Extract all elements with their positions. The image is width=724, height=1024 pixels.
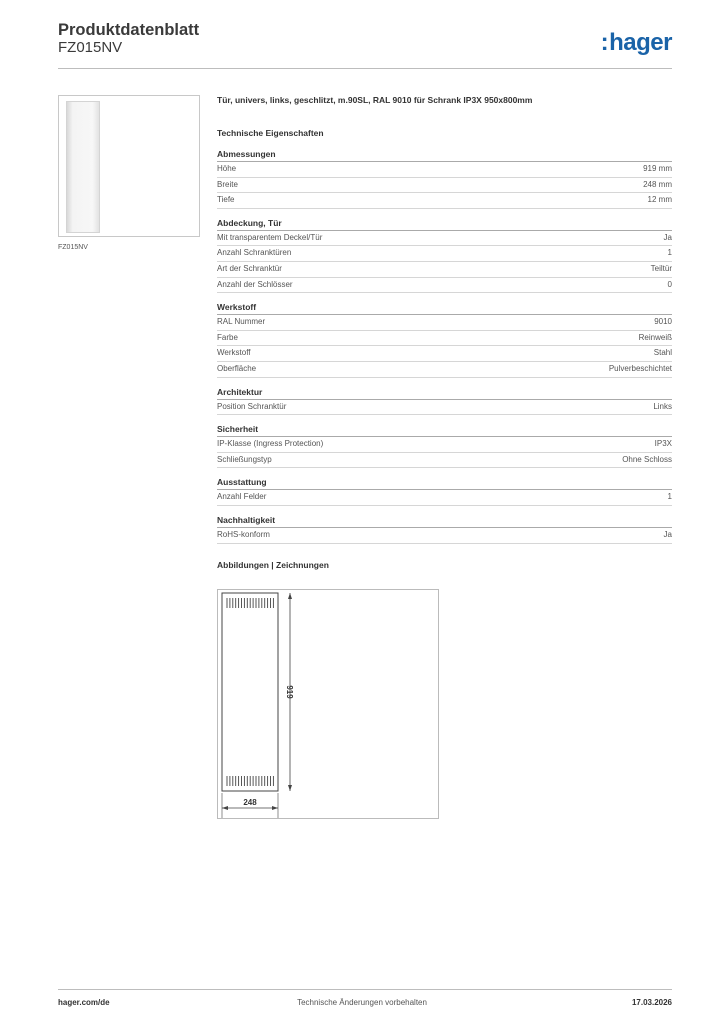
- spec-label: Schließungstyp: [217, 454, 272, 464]
- spec-row: [217, 331, 672, 347]
- spec-section: [217, 218, 672, 293]
- drawing-svg: [218, 590, 438, 818]
- spec-sections: [217, 149, 672, 544]
- footer-date: 17.03.2026: [631, 998, 672, 1007]
- spec-label: Tiefe: [217, 195, 235, 205]
- spec-label: Anzahl der Schlösser: [217, 279, 293, 289]
- spec-row: [217, 193, 672, 209]
- section-title: Ausstattung: [217, 477, 672, 490]
- spec-value: Teiltür: [650, 263, 672, 273]
- product-description: Tür, univers, links, geschlitzt, m.90SL, RAL 9010 für Schrank IP3X 950x800mm: [217, 95, 533, 105]
- width-arrow-right: [272, 806, 278, 810]
- spec-value: 1: [667, 248, 672, 258]
- spec-row: [217, 346, 672, 362]
- width-label: 248: [243, 798, 257, 807]
- logo-text: hager: [609, 29, 672, 56]
- spec-label: Breite: [217, 179, 238, 189]
- section-title: Abmessungen: [217, 149, 672, 162]
- spec-label: Mit transparentem Deckel/Tür: [217, 232, 323, 242]
- spec-row: [217, 490, 672, 506]
- spec-label: Position Schranktür: [217, 401, 287, 411]
- spec-row: [217, 362, 672, 378]
- spec-label: Anzahl Felder: [217, 492, 267, 502]
- header-divider: [58, 68, 672, 69]
- section-title: Sicherheit: [217, 424, 672, 437]
- footer-disclaimer: Technische Änderungen vorbehalten: [297, 998, 427, 1007]
- spec-row: [217, 231, 672, 247]
- spec-value: 1: [667, 492, 672, 502]
- figures-heading: Abbildungen | Zeichnungen: [217, 559, 329, 570]
- vent-slots-bottom: [227, 776, 273, 786]
- tech-properties-heading: Technische Eigenschaften: [217, 128, 324, 138]
- height-label: 919: [285, 685, 294, 699]
- footer-divider: [58, 989, 672, 990]
- door-outline: [222, 593, 278, 791]
- spec-label: IP-Klasse (Ingress Protection): [217, 439, 324, 449]
- product-image-caption: FZ015NV: [58, 244, 88, 251]
- spec-section: [217, 387, 672, 416]
- spec-label: Höhe: [217, 164, 237, 173]
- spec-label: RoHS-konform: [217, 529, 270, 539]
- spec-value: Pulverbeschichtet: [608, 363, 672, 373]
- vent-slots-top: [227, 598, 273, 608]
- spec-value: 919 mm: [643, 164, 672, 173]
- spec-value: 248 mm: [643, 179, 672, 189]
- spec-label: RAL Nummer: [217, 317, 266, 327]
- technical-drawing: [217, 589, 439, 819]
- article-number: FZ015NV: [58, 39, 123, 56]
- door-image: [66, 101, 100, 233]
- spec-label: Art der Schranktür: [217, 263, 282, 273]
- spec-value: Stahl: [653, 348, 672, 358]
- page-title: Produktdatenblatt: [58, 21, 200, 39]
- spec-value: Ja: [663, 232, 672, 242]
- spec-value: Reinweiß: [638, 332, 672, 342]
- section-title: Werkstoff: [217, 302, 672, 315]
- spec-section: [217, 424, 672, 468]
- height-arrow-top: [288, 593, 292, 599]
- spec-row: [217, 400, 672, 416]
- spec-value: Ohne Schloss: [622, 454, 672, 464]
- spec-value: 12 mm: [647, 195, 672, 205]
- spec-value: IP3X: [654, 439, 672, 449]
- section-title: Architektur: [217, 387, 672, 400]
- spec-section: [217, 477, 672, 506]
- spec-label: Werkstoff: [217, 348, 251, 358]
- section-title: Nachhaltigkeit: [217, 515, 672, 528]
- spec-value: 9010: [654, 317, 672, 327]
- width-arrow-left: [222, 806, 228, 810]
- spec-row: [217, 315, 672, 331]
- footer-website: hager.com/de: [58, 998, 110, 1007]
- spec-section: [217, 302, 672, 377]
- spec-row: [217, 178, 672, 194]
- spec-value: 0: [667, 279, 672, 289]
- spec-label: Oberfläche: [217, 363, 257, 373]
- spec-value: Ja: [663, 529, 672, 539]
- spec-row: [217, 528, 672, 544]
- spec-row: [217, 437, 672, 453]
- spec-row: [217, 453, 672, 469]
- hager-logo: :hager: [600, 29, 672, 56]
- spec-row: [217, 162, 672, 178]
- spec-row: [217, 278, 672, 294]
- spec-value: Links: [653, 401, 672, 411]
- spec-row: [217, 246, 672, 262]
- spec-section: [217, 149, 672, 209]
- spec-row: [217, 262, 672, 278]
- section-title: Abdeckung, Tür: [217, 218, 672, 231]
- product-image: [58, 95, 200, 237]
- spec-label: Anzahl Schranktüren: [217, 248, 292, 258]
- height-arrow-bottom: [288, 785, 292, 791]
- spec-content: [217, 95, 672, 570]
- spec-section: [217, 515, 672, 544]
- spec-label: Farbe: [217, 332, 238, 342]
